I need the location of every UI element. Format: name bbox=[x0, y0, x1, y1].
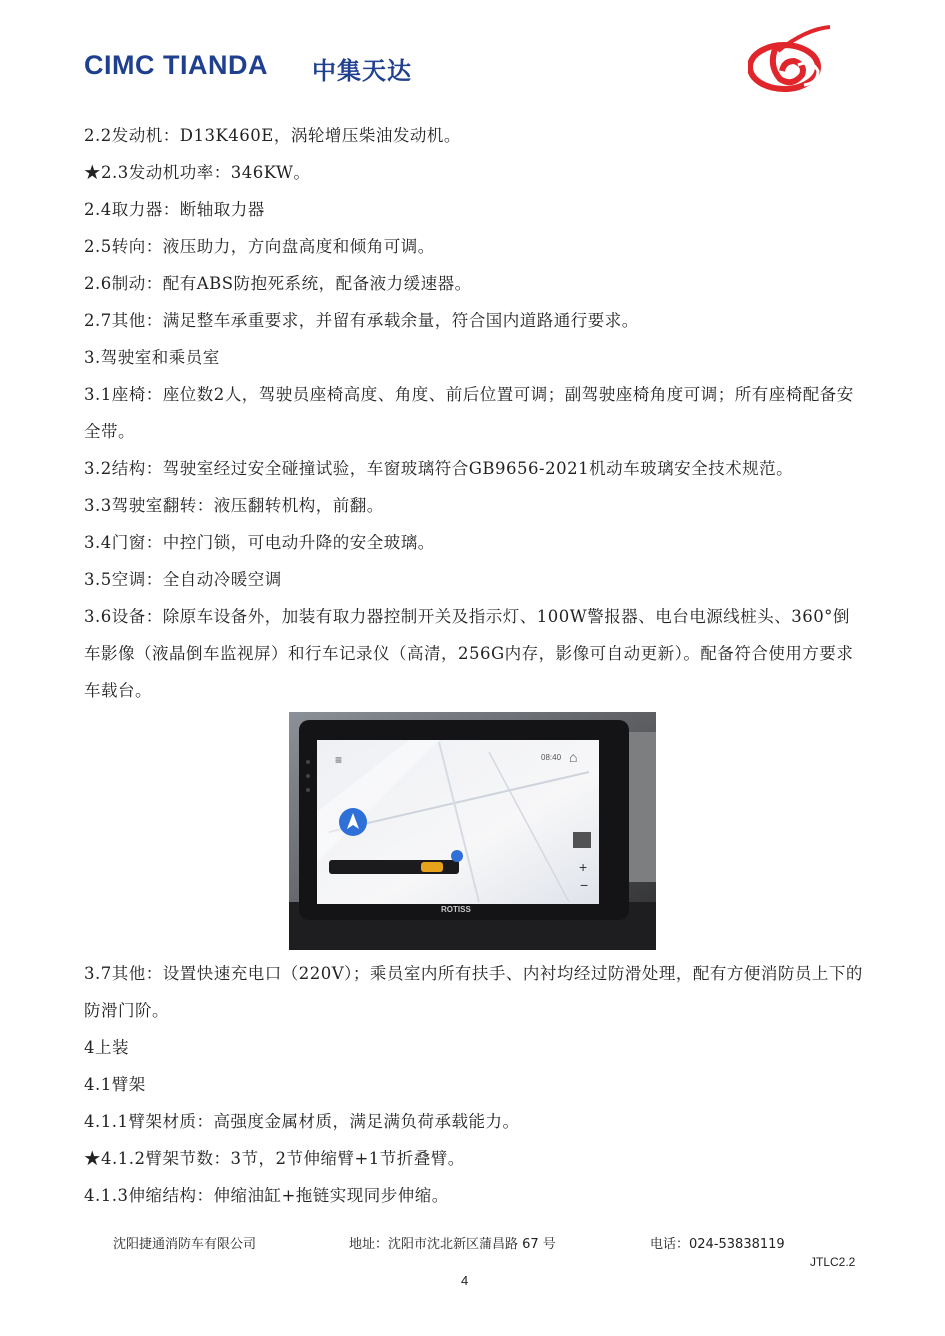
svg-text:≡: ≡ bbox=[335, 753, 343, 767]
paragraph: 3.1座椅：座位数2人，驾驶员座椅高度、角度、前后位置可调；副驾驶座椅角度可调；所有座椅配备安全带。 bbox=[84, 385, 854, 441]
paragraph: 2.5转向：液压助力，方向盘高度和倾角可调。 bbox=[84, 237, 435, 256]
svg-text:+: + bbox=[579, 859, 588, 875]
footer-address: 地址：沈阳市沈北新区蒲昌路 67 号 bbox=[349, 1237, 556, 1252]
monitor-photo bbox=[289, 712, 656, 950]
paragraph: 2.7其他：满足整车承重要求，并留有承载余量，符合国内道路通行要求。 bbox=[84, 311, 639, 330]
paragraph: 2.2发动机：D13K460E，涡轮增压柴油发动机。 bbox=[84, 126, 461, 145]
cimc-tianda-logo-icon bbox=[748, 25, 832, 95]
paragraph: 4.1.1臂架材质：高强度金属材质，满足满负荷承载能力。 bbox=[84, 1112, 520, 1131]
status-time: 08:40 bbox=[541, 753, 562, 762]
body-text-upper bbox=[84, 117, 864, 709]
paragraph: 2.6制动：配有ABS防抱死系统，配备液力缓速器。 bbox=[84, 274, 472, 293]
footer-company: 沈阳捷通消防车有限公司 bbox=[113, 1237, 257, 1252]
brand-name-cn: 中集天达 bbox=[312, 57, 412, 85]
paragraph: 4.1臂架 bbox=[84, 1075, 146, 1094]
page-header bbox=[84, 40, 864, 100]
svg-text:−: − bbox=[580, 877, 589, 893]
paragraph: 3.2结构：驾驶室经过安全碰撞试验，车窗玻璃符合GB9656-2021机动车玻璃安全技术规范。 bbox=[84, 459, 794, 478]
paragraph: 3.3驾驶室翻转：液压翻转机构，前翻。 bbox=[84, 496, 384, 515]
monitor-photo-illustration bbox=[289, 712, 656, 950]
paragraph: 3.4门窗：中控门锁，可电动升降的安全玻璃。 bbox=[84, 533, 435, 552]
section-heading: 4上装 bbox=[84, 1038, 129, 1057]
svg-text:⌂: ⌂ bbox=[569, 749, 578, 765]
paragraph: ★2.3发动机功率：346KW。 bbox=[84, 163, 311, 182]
section-heading: 3.驾驶室和乘员室 bbox=[84, 348, 220, 367]
page-number: 4 bbox=[461, 1273, 469, 1288]
footer-doc-code: JTLC2.2 bbox=[810, 1255, 856, 1269]
footer-phone: 电话：024-53838119 bbox=[650, 1237, 785, 1252]
body-text-lower bbox=[84, 955, 864, 1214]
paragraph: 4.1.3伸缩结构：伸缩油缸+拖链实现同步伸缩。 bbox=[84, 1186, 449, 1205]
paragraph: ★4.1.2臂架节数：3节，2节伸缩臂+1节折叠臂。 bbox=[84, 1149, 465, 1168]
paragraph: 3.5空调：全自动冷暖空调 bbox=[84, 570, 282, 589]
monitor-brand-label: ROTISS bbox=[441, 905, 471, 914]
paragraph: 2.4取力器：断轴取力器 bbox=[84, 200, 265, 219]
paragraph: 3.7其他：设置快速充电口（220V）；乘员室内所有扶手、内衬均经过防滑处理，配有方便消防员上下的防滑门阶。 bbox=[84, 964, 863, 1020]
brand-name-en: CIMC TIANDA bbox=[84, 50, 268, 80]
paragraph: 3.6设备：除原车设备外，加装有取力器控制开关及指示灯、100W警报器、电台电源线桩头、360°倒车影像（液晶倒车监视屏）和行车记录仪（高清，256G内存，影像可自动更新）。配备符合使用方要求车载台。 bbox=[84, 607, 854, 700]
